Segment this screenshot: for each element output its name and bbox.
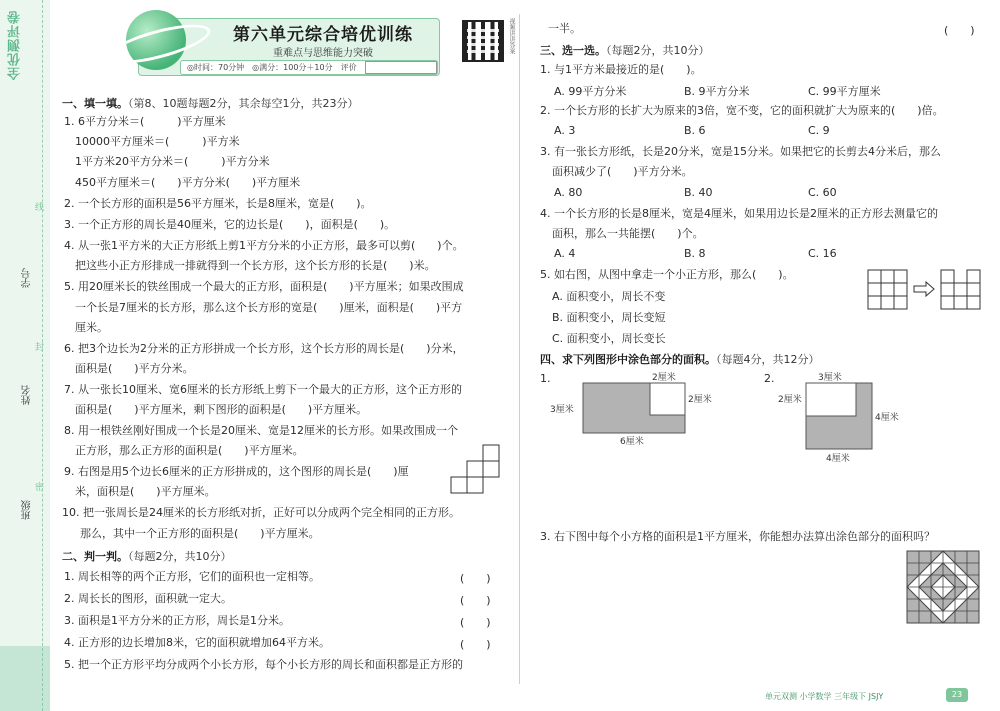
time-limit: ◎时间：70分钟 bbox=[187, 63, 245, 72]
q9-line2: 米，面积是( )平方厘米。 bbox=[75, 485, 216, 498]
q7-line1: 7. 从一张长10厘米、宽6厘米的长方形纸上剪下一个最大的正方形，这个正方形的 bbox=[64, 383, 462, 396]
q8-line2: 正方形，那么正方形的面积是( )平方厘米。 bbox=[75, 444, 304, 457]
choice-4-line1: 4. 一个长方形的长是8厘米，宽是4厘米，如果用边长是2厘米的正方形去测量它的 bbox=[540, 207, 938, 220]
choice-5: 5. 如右图，从图中拿走一个小正方形，那么( )。 bbox=[540, 268, 794, 281]
judge-3-answer[interactable]: ( ) bbox=[460, 616, 491, 629]
q2-line: 2. 一个长方形的面积是56平方厘米，长是8厘米，宽是( )。 bbox=[64, 197, 372, 210]
judge-1-answer[interactable]: ( ) bbox=[460, 572, 491, 585]
judge-1: 1. 周长相等的两个正方形，它们的面积也一定相等。 bbox=[64, 570, 320, 583]
choice-4-opt-c[interactable]: C. 16 bbox=[808, 247, 837, 260]
judge-4: 4. 正方形的边长增加8米，它的面积就增加64平方米。 bbox=[64, 636, 330, 649]
fig1-shape bbox=[582, 382, 686, 434]
choice-3-line2: 面积减少了( )平方分米。 bbox=[552, 165, 693, 178]
seal-seal: 封 bbox=[35, 343, 45, 353]
q8-line1: 8. 用一根铁丝刚好围成一个长是20厘米、宽是12厘米的长方形。如果改围成一个 bbox=[64, 424, 458, 437]
section1-note: （第8、10题每题2分，其余每空1分，共23分） bbox=[128, 97, 359, 110]
choice-1-opt-a[interactable]: A. 99平方分米 bbox=[554, 85, 627, 98]
judge-2: 2. 周长长的图形，面积就一定大。 bbox=[64, 592, 232, 605]
seal-secret: 密 bbox=[35, 483, 45, 493]
grade-label: 评价 bbox=[340, 63, 357, 72]
choice-1: 1. 与1平方米最接近的是( )。 bbox=[540, 63, 702, 76]
choice-1-opt-b[interactable]: B. 9平方分米 bbox=[684, 85, 750, 98]
choice-3-opt-a[interactable]: A. 80 bbox=[554, 186, 583, 199]
fig2-shape bbox=[805, 382, 873, 450]
class-label: 班级 bbox=[22, 500, 33, 520]
fig2-top-label: 3厘米 bbox=[818, 373, 842, 383]
q3-line: 3. 一个正方形的周长是40厘米，它的边长是( )，面积是( )。 bbox=[64, 218, 396, 231]
cut-line bbox=[42, 0, 43, 711]
q7-line2: 面积是( )平方厘米，剩下图形的面积是( )平方厘米。 bbox=[75, 403, 368, 416]
column-divider bbox=[519, 14, 520, 684]
fig1-left-label: 3厘米 bbox=[550, 405, 574, 415]
q9-figure bbox=[443, 443, 503, 495]
fig2-bottom-label: 4厘米 bbox=[826, 454, 850, 464]
choice-2-opt-c[interactable]: C. 9 bbox=[808, 124, 830, 137]
q5-line2: 一个长是7厘米的长方形，那么这个长方形的宽是( )厘米，面积是( )平方 bbox=[75, 301, 463, 314]
choice-2: 2. 一个长方形的长扩大为原来的3倍，宽不变，它的面积就扩大为原来的( )倍。 bbox=[540, 104, 944, 117]
fig2-left-label: 2厘米 bbox=[778, 395, 802, 405]
judge-5-line1: 5. 把一个正方形平均分成两个小长方形，每个小长方形的周长和面积都是正方形的 bbox=[64, 658, 463, 671]
fig1-right-label: 2厘米 bbox=[688, 395, 712, 405]
q4-line1: 4. 从一张1平方米的大正方形纸上剪1平方分米的小正方形，最多可以剪( )个。 bbox=[64, 239, 464, 252]
choice-3-line1: 3. 有一张长方形纸，长是20分米，宽是15分米。如果把它的长剪去4分米后，那么 bbox=[540, 145, 941, 158]
choice-5-opt-b[interactable]: B. 面积变小，周长变短 bbox=[552, 311, 666, 324]
qr-label: 视频讲讲答案 bbox=[508, 18, 515, 54]
fig2-right-label: 4厘米 bbox=[875, 413, 899, 423]
footer-text: 单元双测 小学数学 三年级下 JSJY bbox=[765, 692, 884, 701]
section3-note: （每题2分，共10分） bbox=[606, 44, 710, 57]
full-score: ◎满分：100分＋10分 bbox=[252, 63, 333, 72]
section2-heading: 二、判一判。（每题2分，共10分） bbox=[62, 550, 232, 563]
fig1-bottom-label: 6厘米 bbox=[620, 437, 644, 447]
section4-heading: 四、求下列图形中涂色部分的面积。（每题4分，共12分） bbox=[540, 353, 820, 366]
q6-line1: 6. 把3个边长为2分米的正方形拼成一个长方形，这个长方形的周长是( )分米， bbox=[64, 342, 464, 355]
seal-line: 线 bbox=[35, 203, 45, 213]
qr-code-icon[interactable] bbox=[462, 20, 504, 62]
page-title: 第六单元综合培优训练 bbox=[233, 25, 413, 45]
section1-heading: 一、填一填。（第8、10题每题2分，其余每空1分，共23分） bbox=[62, 97, 359, 110]
choice-2-opt-a[interactable]: A. 3 bbox=[554, 124, 576, 137]
choice-5-figure bbox=[866, 268, 984, 312]
choice-5-opt-c[interactable]: C. 面积变小，周长变长 bbox=[552, 332, 666, 345]
q5-line1: 5. 用20厘米长的铁丝围成一个最大的正方形，面积是( )平方厘米；如果改围成 bbox=[64, 280, 464, 293]
q4-line2: 把这些小正方形排成一排就得到一个长方形，这个长方形的长是( )米。 bbox=[75, 259, 436, 272]
fig1-number: 1. bbox=[540, 372, 551, 385]
q1-1-line: 1. 6平方分米＝( )平方厘米 bbox=[64, 115, 226, 128]
side-brand: 全优测评卷 bbox=[8, 10, 23, 80]
choice-3-opt-b[interactable]: B. 40 bbox=[684, 186, 713, 199]
fig3-grid bbox=[906, 550, 980, 624]
choice-1-opt-c[interactable]: C. 99平方厘米 bbox=[808, 85, 881, 98]
judge-5-answer[interactable]: ( ) bbox=[944, 24, 975, 37]
choice-4-line2: 面积，那么一共能摆( )个。 bbox=[552, 227, 704, 240]
page-subtitle: 重难点与思维能力突破 bbox=[273, 48, 373, 59]
student-name-label: 姓名 bbox=[22, 385, 33, 405]
choice-2-opt-b[interactable]: B. 6 bbox=[684, 124, 706, 137]
judge-2-answer[interactable]: ( ) bbox=[460, 594, 491, 607]
section4-note: （每题4分，共12分） bbox=[716, 353, 820, 366]
section3-heading: 三、选一选。（每题2分，共10分） bbox=[540, 44, 710, 57]
judge-4-answer[interactable]: ( ) bbox=[460, 638, 491, 651]
q5-line3: 厘米。 bbox=[75, 321, 108, 334]
fig1-top-label: 2厘米 bbox=[652, 373, 676, 383]
section2-note: （每题2分，共10分） bbox=[128, 550, 232, 563]
q1-4-line: 450平方厘米＝( )平方分米( )平方厘米 bbox=[75, 176, 301, 189]
q10-line1: 10. 把一张周长是24厘米的长方形纸对折，正好可以分成两个完全相同的正方形。 bbox=[62, 506, 460, 519]
judge-3: 3. 面积是1平方分米的正方形，周长是1分米。 bbox=[64, 614, 290, 627]
fig2-number: 2. bbox=[764, 372, 775, 385]
page-number: 23 bbox=[946, 688, 968, 702]
student-number-label: 学号 bbox=[22, 268, 33, 288]
judge-5-line2: 一半。 bbox=[548, 22, 581, 35]
choice-5-opt-a[interactable]: A. 面积变小，周长不变 bbox=[552, 290, 666, 303]
choice-4-opt-b[interactable]: B. 8 bbox=[684, 247, 706, 260]
q10-line2: 那么，其中一个正方形的面积是( )平方厘米。 bbox=[80, 527, 320, 540]
q1-2-line: 10000平方厘米＝( )平方米 bbox=[75, 135, 240, 148]
fig3-question: 3. 右下图中每个小方格的面积是1平方厘米，你能想办法算出涂色部分的面积吗？ bbox=[540, 530, 935, 543]
choice-4-opt-a[interactable]: A. 4 bbox=[554, 247, 576, 260]
q9-line1: 9. 右图是用5个边长6厘米的正方形拼成的，这个图形的周长是( )厘 bbox=[64, 465, 409, 478]
grade-box[interactable] bbox=[365, 61, 437, 74]
corner-decoration bbox=[0, 646, 50, 711]
q1-3-line: 1平方米20平方分米＝( )平方分米 bbox=[75, 155, 270, 168]
q6-line2: 面积是( )平方分米。 bbox=[75, 362, 194, 375]
choice-3-opt-c[interactable]: C. 60 bbox=[808, 186, 837, 199]
exam-meta-bar bbox=[180, 60, 438, 75]
